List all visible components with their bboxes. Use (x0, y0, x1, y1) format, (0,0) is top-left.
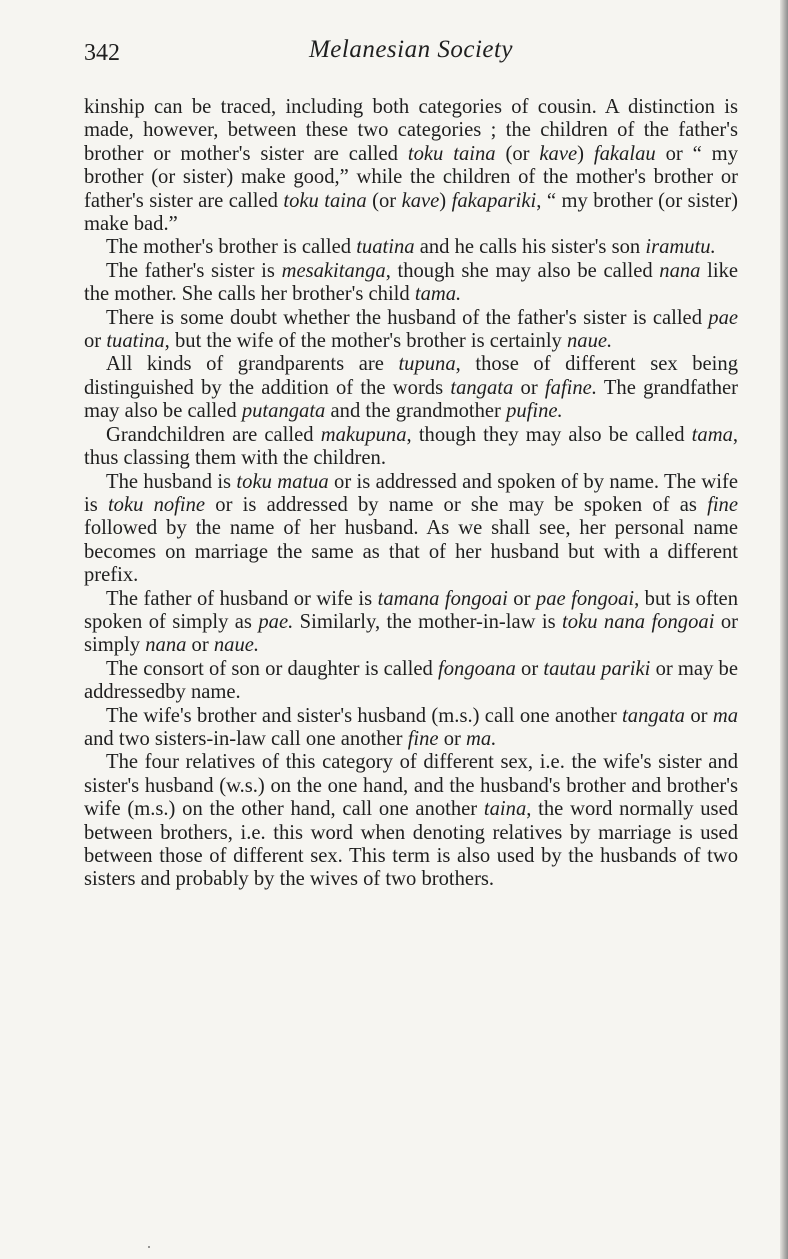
text-run: , though she may also be called (385, 259, 660, 282)
ink-speck (148, 1246, 150, 1248)
page-number: 342 (84, 40, 120, 66)
italic-term: fongoana (438, 657, 516, 680)
text-run: or (186, 634, 214, 657)
text-run: and he calls his sister's son (414, 236, 646, 259)
italic-term: toku taina (283, 189, 367, 212)
text-run: or is addressed and spoken of by name. The wife is (84, 470, 738, 516)
text-run: and two sisters-in-law call one another (84, 727, 408, 750)
paragraph (84, 658, 738, 705)
text-run: or simply (84, 610, 738, 657)
italic-term: toku matua (236, 470, 329, 493)
paragraph (84, 751, 738, 891)
text-run: The consort of son or daughter is called (106, 657, 439, 680)
italic-term: kave (539, 142, 578, 165)
italic-term: naue. (566, 330, 613, 353)
text-run: The wife's brother and sister's husband (m.s.) call one another (106, 704, 623, 727)
text-run: The husband is (106, 470, 237, 493)
text-run: The father of husband or wife is (106, 587, 378, 610)
book-page (84, 36, 738, 892)
paragraph (84, 353, 738, 423)
text-run: All kinds of grandparents are (106, 353, 399, 376)
text-run: or (438, 727, 467, 750)
italic-term: fafine. (544, 376, 597, 399)
paragraph (84, 705, 738, 752)
paragraph (84, 260, 738, 307)
italic-term: tuatina (106, 330, 165, 353)
italic-term: makupuna (320, 423, 407, 446)
italic-term: nana (145, 634, 187, 657)
italic-term: nana (659, 259, 701, 282)
italic-term: toku taina (407, 142, 496, 165)
text-run: or (84, 330, 107, 353)
italic-term: pae. (258, 610, 294, 633)
paragraph (84, 236, 738, 259)
text-run: Similarly, the mother-in-law is (293, 610, 563, 633)
italic-term: taina (483, 798, 527, 821)
italic-term: tautau pariki (543, 657, 651, 680)
italic-term: ma. (466, 727, 497, 750)
text-run: ) (439, 189, 452, 212)
italic-term: tuatina (356, 236, 415, 259)
italic-term: kave (401, 189, 440, 212)
italic-term: iramutu. (645, 236, 716, 259)
italic-term: toku nofine (107, 493, 206, 516)
text-run: (or (495, 142, 540, 165)
italic-term: ma (712, 704, 738, 727)
text-run: , though they may also be called (406, 423, 692, 446)
paragraph (84, 588, 738, 658)
italic-term: pae fongoai (535, 587, 635, 610)
page-header (84, 36, 738, 72)
text-run: or (513, 376, 545, 399)
italic-term: fakapariki (451, 189, 537, 212)
italic-term: tama. (414, 283, 462, 306)
italic-term: putangata (241, 400, 326, 423)
italic-term: naue. (213, 634, 260, 657)
italic-term: pufine. (506, 400, 563, 423)
paragraph (84, 471, 738, 588)
text-run: , “ my brother (or sister) make bad.” (84, 189, 738, 236)
italic-term: mesakitanga (281, 259, 386, 282)
text-run: and the grandmother (325, 400, 507, 423)
text-run: or is addressed by name or she may be spoken of as (205, 493, 708, 516)
text-run: , thus classing them with the children. (84, 423, 739, 470)
italic-term: tupuna (398, 353, 456, 376)
text-run: (or (366, 189, 402, 212)
italic-term: tamana fongoai (377, 587, 508, 610)
italic-term: fine (707, 493, 738, 516)
paragraph (84, 307, 738, 354)
text-run: kinship can be traced, including both categories of cousin. A distinction is made, however, between these two categories ; the children of the father's brother or mother's sister are called (84, 96, 738, 165)
page-edge-shadow (780, 0, 788, 1259)
text-run: or (515, 657, 544, 680)
text-run: Grandchildren are called (106, 423, 321, 446)
text-run: like the mother. She calls her brother's child (84, 259, 739, 306)
text-run: or (507, 587, 536, 610)
text-run: There is some doubt whether the husband of the father's sister is called (106, 306, 709, 329)
text-run: , but is often spoken of simply as (84, 587, 738, 633)
text-run: , but the wife of the mother's brother is certainly (164, 330, 567, 353)
italic-term: tangata (450, 376, 514, 399)
running-head: Melanesian Society (308, 36, 514, 63)
text-run: followed by the name of her husband. As we shall see, her personal name becomes on marriage the same as that of her husband but with a different prefix. (84, 517, 738, 587)
text-run: The grandfather may also be called (84, 376, 738, 423)
italic-term: tama (691, 423, 733, 446)
body-text (84, 96, 738, 892)
text-run: , the word normally used between brothers, i.e. this word when denoting relatives by marriage is used between those of different sex. This term is also used by the husbands of two sisters and probably by the wives of two brothers. (84, 798, 739, 891)
italic-term: toku nana fongoai (562, 610, 715, 633)
paragraph (84, 96, 738, 236)
italic-term: tangata (622, 704, 685, 727)
text-run: The four relatives of this category of different sex, i.e. the wife's sister and sister's husband (w.s.) on the one hand, and the husband's brother and brother's wife (m.s.) on the other hand, call one another (84, 751, 738, 821)
text-run: ) (577, 142, 594, 165)
italic-term: fakalau (593, 142, 656, 165)
text-run: , those of different sex being distinguished by the addition of the words (84, 353, 738, 399)
text-run: or “ my brother (or sister) make good,” while the children of the mother's brother or father's sister are called (84, 142, 738, 212)
italic-term: fine (407, 727, 439, 750)
text-run: The mother's brother is called (106, 236, 357, 259)
text-run: or may be addressedby name. (84, 657, 738, 704)
text-run: The father's sister is (106, 259, 282, 282)
paragraph (84, 424, 738, 471)
text-run: or (684, 704, 713, 727)
italic-term: pae (708, 306, 738, 329)
